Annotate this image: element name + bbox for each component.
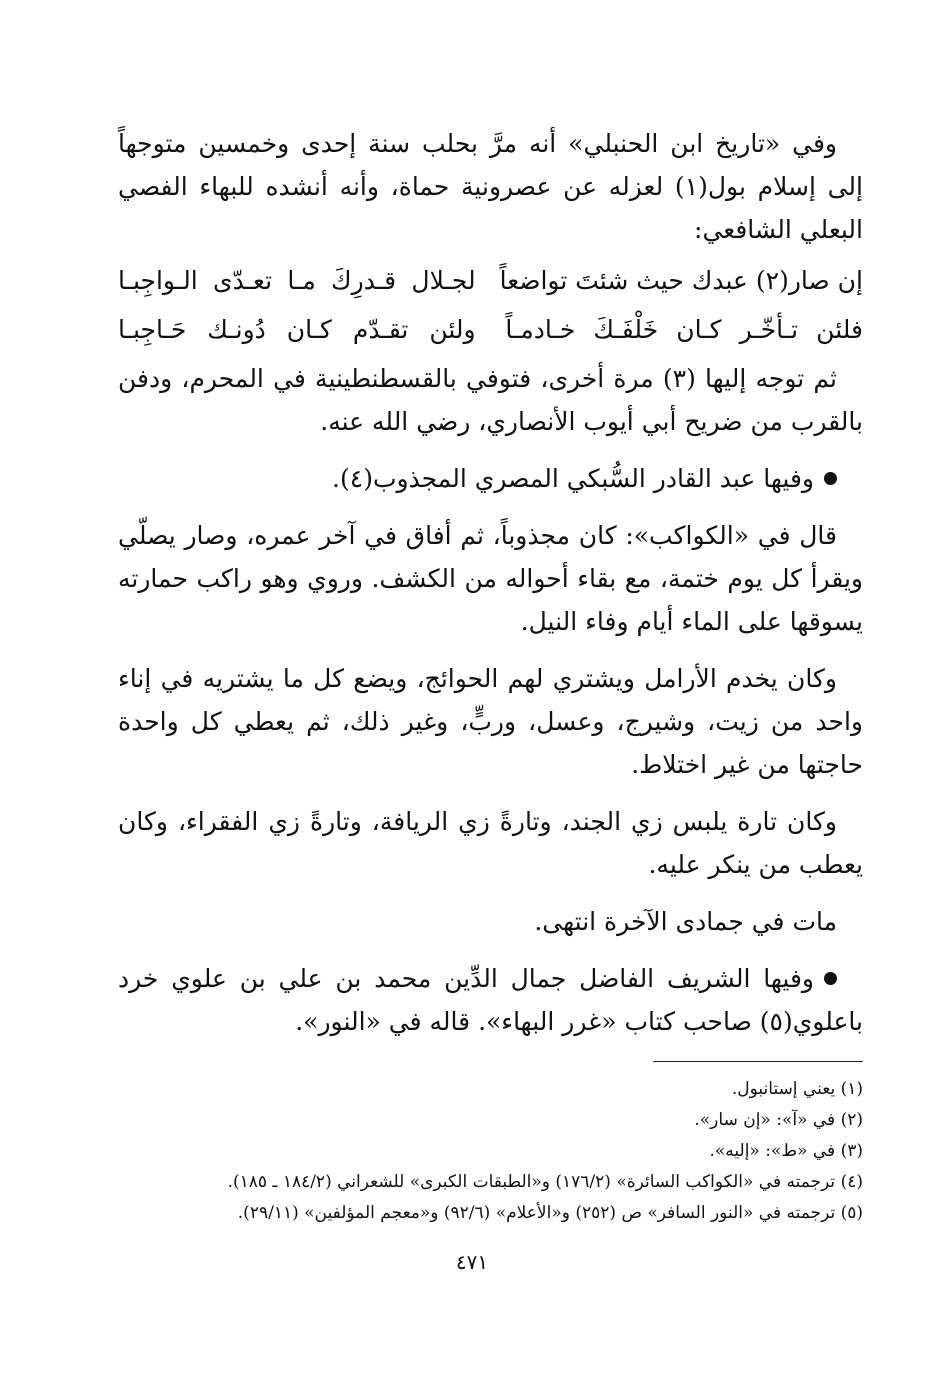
- verse-2-first-hemistich: فلئن تـأخّـر كـان خَلْفَـكَ خـادمـاً: [505, 315, 863, 344]
- verse-1-second-hemistich: لجـلال قـدرِكَ مـا تعـدّى الـواجِبـا: [118, 266, 476, 295]
- bullet-icon: [824, 972, 837, 985]
- footnote-divider: [653, 1061, 863, 1062]
- paragraph-widows: وكان يخدم الأرامل ويشتري لهم الحوائج، ويضع كل ما يشتريه في إناء واحد من زيت، وشيرج، وعسل، وربٍّ، وغير ذلك، ثم يعطي كل واحدة حاجتها من غير اختلاط.: [118, 664, 863, 779]
- verse-line-1: [118, 259, 863, 302]
- page-number: ٤٧١: [455, 1250, 489, 1274]
- footnote-2: (٢) في «آ»: «إن سار».: [694, 1110, 863, 1130]
- footnotes: [118, 1074, 863, 1229]
- paragraph-after-verses: ثم توجه إليها (٣) مرة أخرى، فتوفي بالقسطنطينية في المحرم، ودفن بالقرب من ضريح أبي أيوب الأنصاري، رضي الله عنه.: [118, 364, 863, 436]
- bullet-icon: [824, 472, 837, 485]
- paragraph-ibn-hanbali: وفي «تاريخ ابن الحنبلي» أنه مرَّ بحلب سنة إحدى وخمسين متوجهاً إلى إسلام بول(١) لعزله عن عصرونية حماة، وأنه أنشده للبهاء الفصي البعلي الشافعي:: [118, 129, 863, 244]
- footnote-1: (١) يعني إستانبول.: [731, 1079, 863, 1099]
- paragraph-clothing: وكان تارة يلبس زي الجند، وتارةً زي الريافة، وتارةً زي الفقراء، وكان يعطب من ينكر عليه.: [118, 807, 863, 879]
- footnote-5: (٥) ترجمته في «النور السافر» ص (٢٥٢) و«الأعلام» (٩٢/٦) و«معجم المؤلفين» (٢٩/١١).: [237, 1203, 863, 1223]
- footnote-3: (٣) في «ط»: «إليه».: [709, 1141, 863, 1161]
- paragraph-kawakib: قال في «الكواكب»: كان مجذوباً، ثم أفاق في آخر عمره، وصار يصلّي ويقرأ كل يوم ختمة، مع بقاء أحواله من الكشف. وروي وهو راكب حمارته يسوقها على الماء أيام وفاء النيل.: [118, 521, 863, 636]
- paragraph-death: مات في جمادى الآخرة انتهى.: [534, 907, 837, 936]
- entry-jamal-heading-text: وفيها الشريف الفاضل جمال الدِّين محمد بن علي بن علوي خرد باعلوي(٥) صاحب كتاب «غرر البهاء». قاله في «النور».: [118, 964, 863, 1036]
- verse-line-2: [118, 308, 863, 351]
- entry-subki-heading-text: وفيها عبد القادر السُّبكي المصري المجذوب(٤).: [332, 464, 814, 493]
- page-body: [118, 122, 863, 1229]
- verse-1-first-hemistich: إن صار(٢) عبدك حيث شئتَ تواضعاً: [499, 266, 863, 295]
- footnote-4: (٤) ترجمته في «الكواكب السائرة» (١٧٦/٢) و«الطبقات الكبرى» للشعراني (١٨٤/٢ ـ ١٨٥).: [227, 1172, 863, 1192]
- verse-2-second-hemistich: ولئن تقـدّم كـان دُونـك حَـاجِبـا: [118, 315, 476, 344]
- entry-jamal-heading: [118, 957, 863, 1043]
- entry-subki-heading: [118, 457, 863, 500]
